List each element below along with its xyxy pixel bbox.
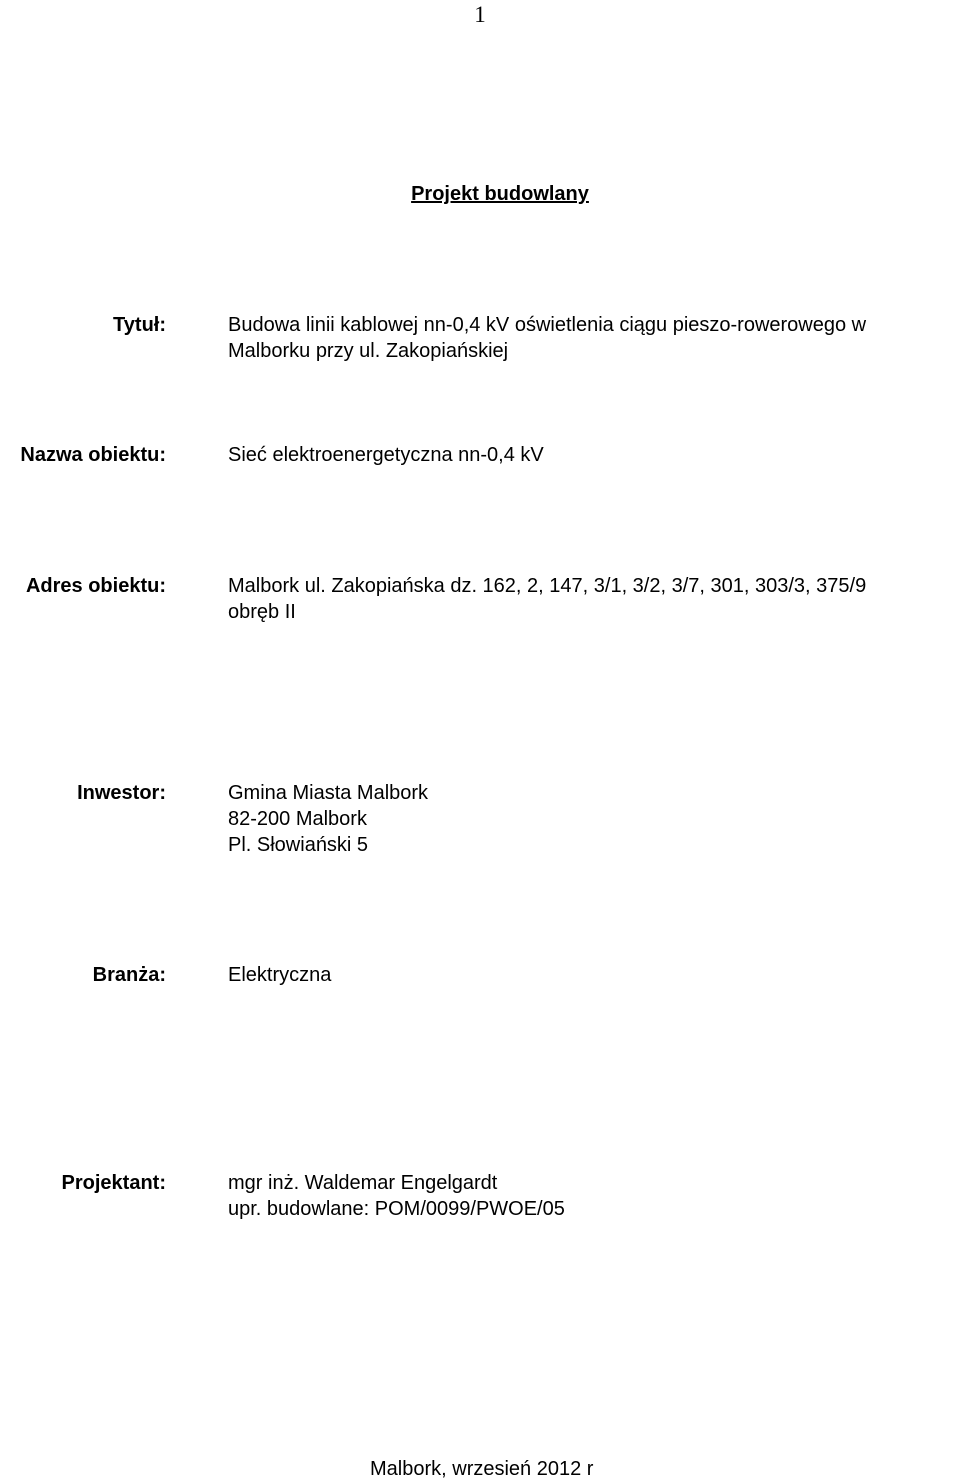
designer-line-1: mgr inż. Waldemar Engelgardt	[228, 1172, 498, 1194]
page-number: 1	[474, 2, 486, 27]
object-address-line-2: obręb II	[228, 601, 296, 623]
title-line-1: Budowa linii kablowej nn-0,4 kV oświetlenia ciągu pieszo-rowerowego w	[228, 314, 867, 336]
branch-value	[228, 962, 331, 988]
place-and-date: Malbork, wrzesień 2012 r	[370, 1458, 594, 1480]
designer-label: Projektant:	[61, 1172, 166, 1194]
designer-line-2: upr. budowlane: POM/0099/PWOE/05	[228, 1198, 565, 1220]
investor-line-1: Gmina Miasta Malbork	[228, 782, 429, 804]
object-address-label: Adres obiektu:	[25, 575, 166, 597]
document-title: Projekt budowlany	[411, 183, 589, 205]
branch-line-1: Elektryczna	[228, 964, 332, 986]
object-address-value	[228, 573, 866, 625]
investor-line-3: Pl. Słowiański 5	[228, 834, 369, 856]
object-name-line-1: Sieć elektroenergetyczna nn-0,4 kV	[228, 444, 544, 466]
investor-line-2: 82-200 Malbork	[228, 808, 367, 830]
title-line-2: Malborku przy ul. Zakopiańskiej	[228, 340, 509, 362]
branch-label: Branża:	[92, 964, 166, 986]
investor-label: Inwestor:	[77, 782, 166, 804]
object-name-value	[228, 442, 544, 468]
title-label: Tytuł:	[113, 314, 166, 336]
title-value	[228, 312, 866, 364]
designer-value	[228, 1170, 565, 1222]
object-name-label: Nazwa obiektu:	[20, 444, 166, 466]
object-address-line-1: Malbork ul. Zakopiańska dz. 162, 2, 147, 3/1, 3/2, 3/7, 301, 303/3, 375/9	[228, 575, 867, 597]
investor-value	[228, 780, 428, 858]
